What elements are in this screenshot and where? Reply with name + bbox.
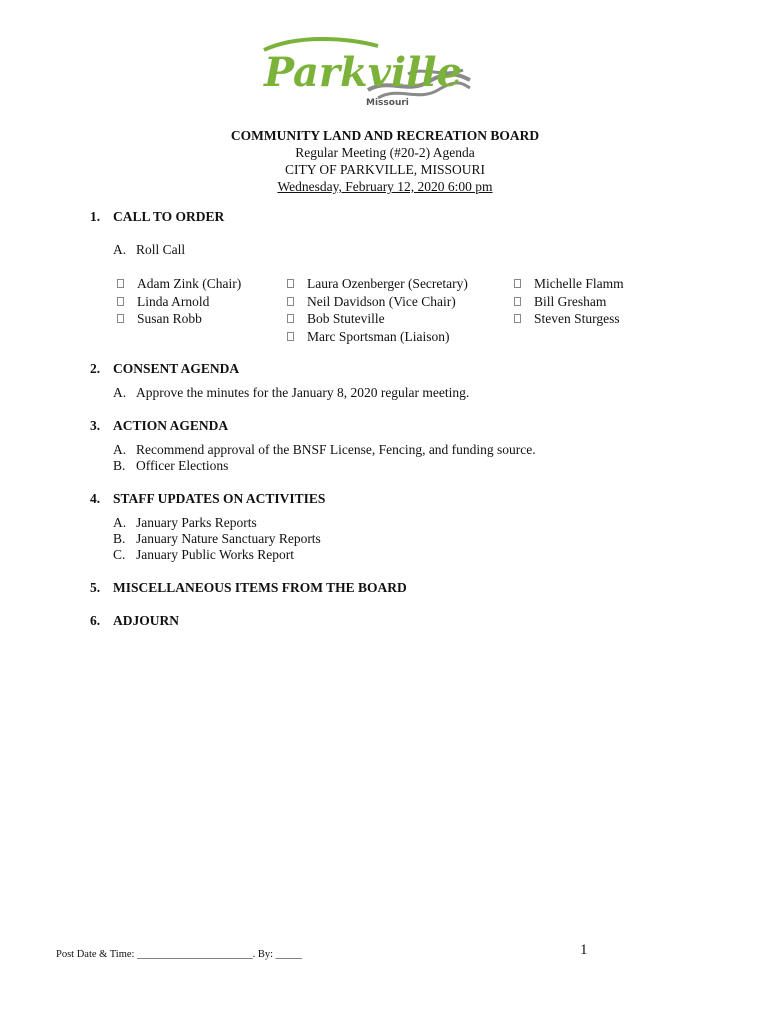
parkville-logo-graphic xyxy=(258,34,472,110)
board-title: COMMUNITY LAND AND RECREATION BOARD xyxy=(230,128,540,143)
roll-call-column-2 xyxy=(287,275,468,345)
checkbox-icon[interactable] xyxy=(514,297,521,306)
section-title: ADJOURN xyxy=(113,613,179,628)
checkbox-icon[interactable] xyxy=(287,332,294,341)
section-number: 6. xyxy=(90,613,101,628)
checkbox-icon[interactable] xyxy=(117,297,124,306)
item-text: Officer Elections xyxy=(136,458,229,473)
member-name: Laura Ozenberger (Secretary) xyxy=(307,276,468,291)
member-name: Susan Robb xyxy=(137,311,202,326)
roll-call-member xyxy=(287,293,468,311)
member-name: Bill Gresham xyxy=(534,293,607,309)
item-letter: A. xyxy=(113,442,127,457)
member-name: Bob Stuteville xyxy=(307,311,385,326)
agenda-header xyxy=(0,127,770,195)
section-title: MISCELLANEOUS ITEMS FROM THE BOARD xyxy=(113,580,407,595)
roll-call-member xyxy=(117,275,241,293)
checkbox-icon[interactable] xyxy=(287,279,294,288)
checkbox-icon[interactable] xyxy=(117,279,124,288)
item-letter: B. xyxy=(113,531,126,546)
agenda-item xyxy=(113,547,294,563)
section-number: 5. xyxy=(90,580,101,595)
item-letter: B. xyxy=(113,458,126,473)
section-staff-updates xyxy=(90,491,325,507)
agenda-item xyxy=(113,442,536,458)
checkbox-icon[interactable] xyxy=(287,297,294,306)
roll-call-member xyxy=(287,328,468,346)
member-name: Adam Zink (Chair) xyxy=(137,276,242,291)
item-text: Approve the minutes for the January 8, 2020 regular meeting. xyxy=(136,385,470,400)
section-number: 2. xyxy=(90,361,101,376)
member-name: Linda Arnold xyxy=(137,293,210,309)
roll-call-member xyxy=(117,293,241,311)
page-number: 1 xyxy=(580,942,588,958)
item-text: January Public Works Report xyxy=(136,547,295,562)
roll-call-member xyxy=(514,310,624,328)
item-letter: C. xyxy=(113,547,126,562)
member-name: Marc Sportsman (Liaison) xyxy=(307,328,450,344)
agenda-item xyxy=(113,458,228,474)
item-text: Roll Call xyxy=(136,242,186,257)
parkville-logo xyxy=(258,34,472,110)
agenda-item xyxy=(113,242,185,258)
post-date-footer: Post Date & Time: ______________________. By: _____ xyxy=(56,949,302,960)
agenda-item xyxy=(113,385,469,401)
member-name: Neil Davidson (Vice Chair) xyxy=(307,293,456,309)
meeting-line: Regular Meeting (#20-2) Agenda xyxy=(295,145,475,160)
section-consent-agenda xyxy=(90,361,239,377)
checkbox-icon[interactable] xyxy=(287,314,294,323)
roll-call-column-3 xyxy=(514,275,624,328)
section-title: STAFF UPDATES ON ACTIVITIES xyxy=(113,491,326,506)
logo-subtitle: Missouri xyxy=(366,98,409,108)
section-miscellaneous xyxy=(90,580,407,596)
item-text: January Nature Sanctuary Reports xyxy=(136,531,321,546)
item-letter: A. xyxy=(113,242,127,257)
section-number: 4. xyxy=(90,491,101,506)
item-letter: A. xyxy=(113,515,127,530)
checkbox-icon[interactable] xyxy=(514,314,521,323)
section-call-to-order xyxy=(90,209,224,225)
checkbox-icon[interactable] xyxy=(514,279,521,288)
section-number: 3. xyxy=(90,418,101,433)
roll-call-member xyxy=(514,293,624,311)
logo-wordmark: Parkville xyxy=(264,49,462,96)
section-title: ACTION AGENDA xyxy=(113,418,229,433)
roll-call-member xyxy=(287,275,468,293)
item-letter: A. xyxy=(113,385,127,400)
agenda-item xyxy=(113,515,257,531)
agenda-item xyxy=(113,531,321,547)
member-name: Michelle Flamm xyxy=(534,276,624,291)
roll-call-member xyxy=(514,275,624,293)
item-text: Recommend approval of the BNSF License, Fencing, and funding source. xyxy=(136,442,536,457)
section-title: CONSENT AGENDA xyxy=(113,361,240,376)
section-adjourn xyxy=(90,613,179,629)
city-line: CITY OF PARKVILLE, MISSOURI xyxy=(284,162,486,177)
member-name: Steven Sturgess xyxy=(534,311,620,326)
section-title: CALL TO ORDER xyxy=(113,209,225,224)
roll-call-member xyxy=(117,310,241,328)
item-text: January Parks Reports xyxy=(136,515,257,530)
meeting-date: Wednesday, February 12, 2020 6:00 pm xyxy=(277,179,493,194)
roll-call-member xyxy=(287,310,468,328)
roll-call-column-1 xyxy=(117,275,241,328)
section-number: 1. xyxy=(90,209,101,224)
checkbox-icon[interactable] xyxy=(117,314,124,323)
section-action-agenda xyxy=(90,418,228,434)
